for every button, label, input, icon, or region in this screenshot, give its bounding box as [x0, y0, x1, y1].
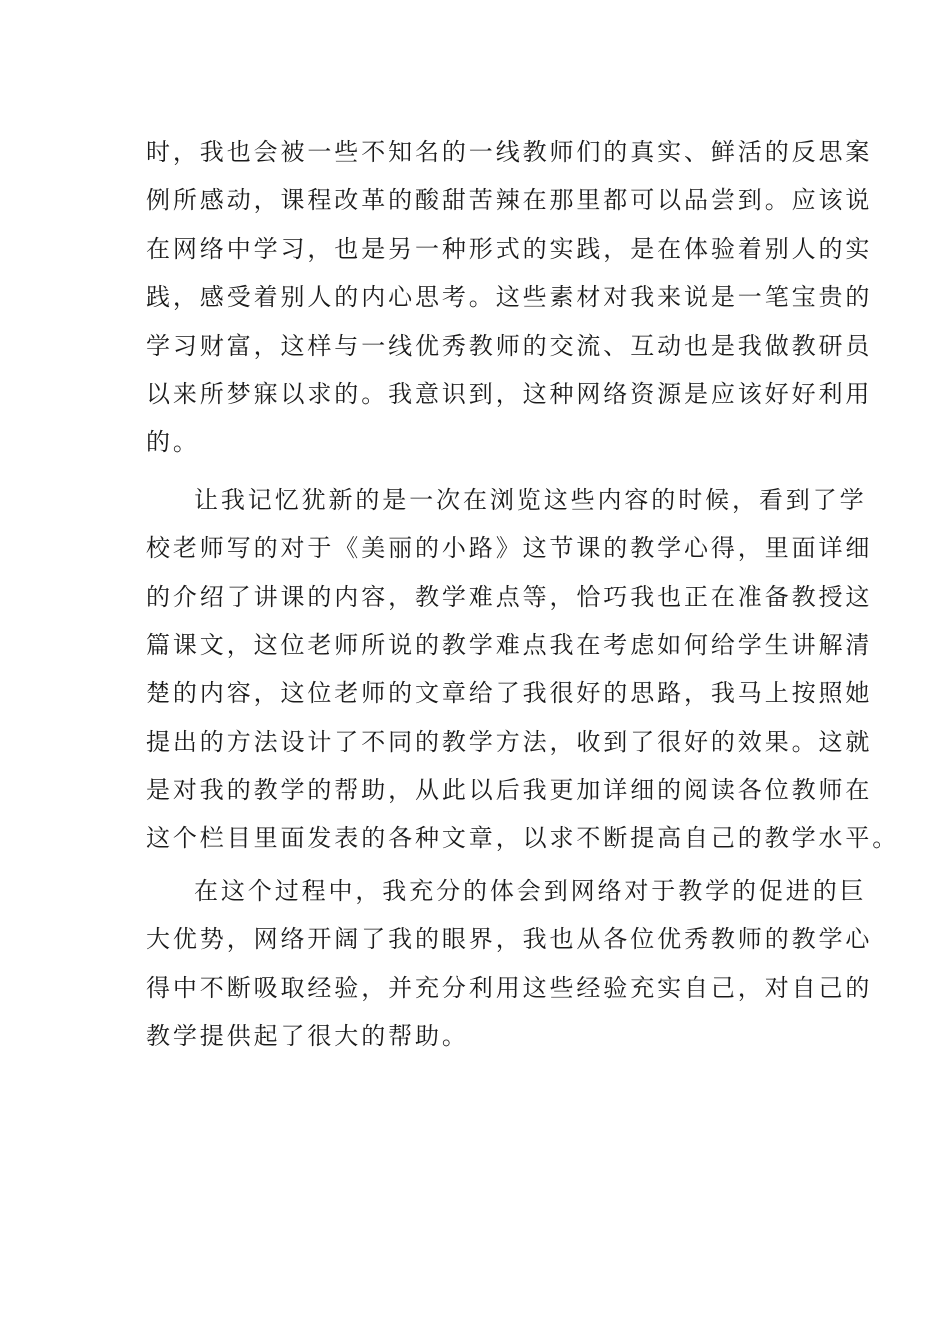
document-body: [146, 128, 900, 1060]
paragraph-line: 践，感受着别人的内心思考。这些素材对我来说是一笔宝贵的: [146, 283, 873, 312]
paragraph-line: 篇课文，这位老师所说的教学难点我在考虑如何给学生讲解清: [146, 630, 873, 659]
paragraph-1: [146, 128, 873, 467]
paragraph-line: 楚的内容，这位老师的文章给了我很好的思路，我马上按照她: [146, 679, 873, 708]
paragraph-spacer: [146, 467, 806, 476]
paragraph-line: 教学提供起了很大的帮助。: [146, 1022, 469, 1051]
paragraph-line: 例所感动，课程改革的酸甜苦辣在那里都可以品尝到。应该说: [146, 186, 873, 215]
paragraph-2: [146, 476, 900, 863]
paragraph-line: 的。: [146, 428, 200, 457]
paragraph-line: 时，我也会被一些不知名的一线教师们的真实、鲜活的反思案: [146, 138, 873, 166]
paragraph-line: 让我记忆犹新的是一次在浏览这些内容的时候，看到了学: [194, 485, 867, 514]
paragraph-line: 的介绍了讲课的内容，教学难点等，恰巧我也正在准备教授这: [146, 582, 873, 611]
paragraph-line: 学习财富，这样与一线优秀教师的交流、互动也是我做教研员: [146, 331, 873, 360]
paragraph-line: 大优势，网络开阔了我的眼界，我也从各位优秀教师的教学心: [146, 925, 873, 954]
paragraph-line: 这个栏目里面发表的各种文章，以求不断提高自己的教学水平。: [146, 824, 900, 853]
paragraph-line: 在网络中学习，也是另一种形式的实践，是在体验着别人的实: [146, 234, 873, 263]
paragraph-line: 是对我的教学的帮助，从此以后我更加详细的阅读各位教师在: [146, 776, 873, 805]
paragraph-line: 在这个过程中，我充分的体会到网络对于教学的促进的巨: [194, 876, 867, 905]
paragraph-line: 得中不断吸取经验，并充分利用这些经验充实自己，对自己的: [146, 973, 873, 1002]
paragraph-line: 校老师写的对于《美丽的小路》这节课的教学心得，里面详细: [146, 534, 873, 563]
paragraph-3: [146, 867, 873, 1061]
paragraph-line: 提出的方法设计了不同的教学方法，收到了很好的效果。这就: [146, 727, 873, 756]
paragraph-line: 以来所梦寐以求的。我意识到，这种网络资源是应该好好利用: [146, 379, 873, 408]
